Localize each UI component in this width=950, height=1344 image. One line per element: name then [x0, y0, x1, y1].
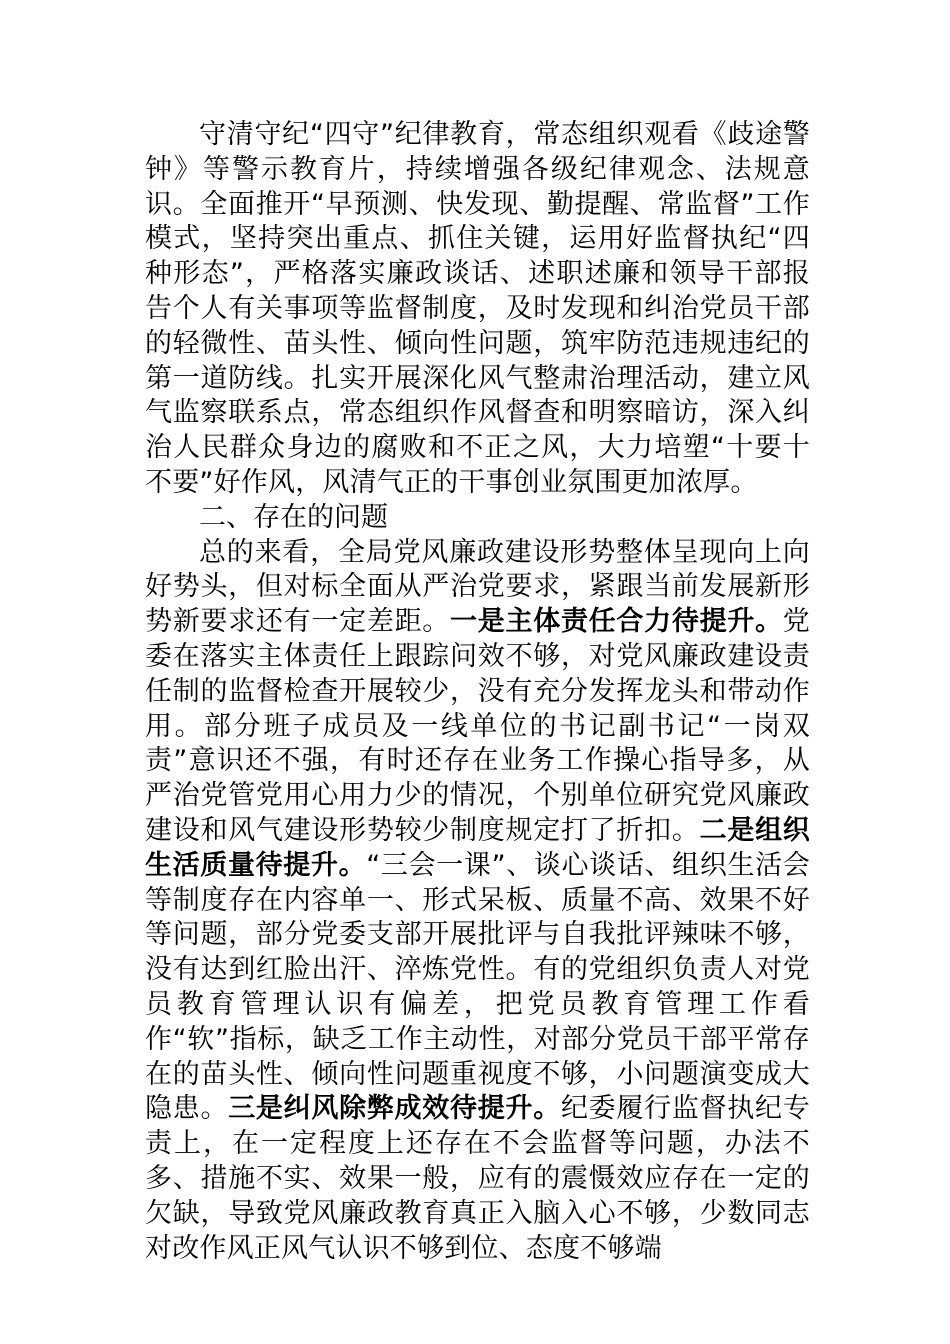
- problems-intro: 总的来看，全局党风廉政建设形势整体呈现向上向好势头，但对标全面从严治党要求，紧跟当前发展新形势新要求还有一定差距。: [145, 536, 810, 638]
- paragraph-problems: [145, 536, 810, 1267]
- document-page: [145, 118, 810, 1266]
- point1-title: 一是主体责任合力待提升。: [450, 606, 783, 638]
- point2-title: 二是组织生活质量待提升。: [145, 814, 810, 881]
- section-heading-problems: 二、存在的问题: [199, 501, 388, 533]
- point3-title: 三是纠风除弊成效待提升。: [228, 1093, 561, 1125]
- point2-text: “三会一课”、谈心谈话、组织生活会等制度存在内容单一、形式呆板、质量不高、效果不好等问题，部分党委支部开展批评与自我批评辣味不够，没有达到红脸出汗、淬炼党性。有的党组织负责人对党员教育管理认识有偏差，把党员教育管理工作看作“软”指标，缺乏工作主动性，对部分党员干部平常存在的苗头性、倾向性问题重视度不够，小问题演变成大隐患。: [145, 849, 810, 1125]
- point3-text: 纪委履行监督执纪专责上，在一定程度上还存在不会监督等问题，办法不多、措施不实、效果一般，应有的震慑效应存在一定的欠缺，导致党风廉政教育真正入脑入心不够，少数同志对改作风正风气认识不够到位、态度不够端: [145, 1093, 810, 1264]
- point1-text: 党委在落实主体责任上跟踪问效不够，对党风廉政建设责任制的监督检查开展较少，没有充分发挥龙头和带动作用。部分班子成员及一线单位的书记副书记“一岗双责”意识还不强，有时还存在业务工作操心指导多，从严治党管党用心用力少的情况，个别单位研究党风廉政建设和风气建设形势较少制度规定打了折扣。: [145, 606, 810, 846]
- paragraph-discipline-education: 守清守纪“四守”纪律教育，常态组织观看《歧途警钟》等警示教育片，持续增强各级纪律观念、法规意识。全面推开“早预测、快发现、勤提醒、常监督”工作模式，坚持突出重点、抓住关键，运用好监督执纪“四种形态”，严格落实廉政谈话、述职述廉和领导干部报告个人有关事项等监督制度，及时发现和纠治党员干部的轻微性、苗头性、倾向性问题，筑牢防范违规违纪的第一道防线。扎实开展深化风气整肃治理活动，建立风气监察联系点，常态组织作风督查和明察暗访，深入纠治人民群众身边的腐败和不正之风，大力培塑“十要十不要”好作风，风清气正的干事创业氛围更加浓厚。: [145, 119, 810, 498]
